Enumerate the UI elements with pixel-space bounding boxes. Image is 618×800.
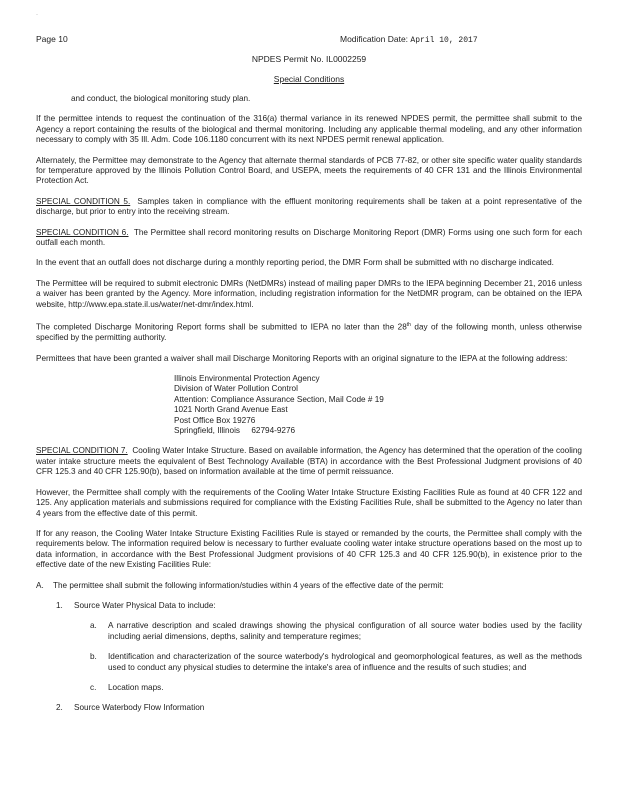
condition-text: The Permittee shall record monitoring results on Discharge Monitoring Report (DMR) Forms using one such form for each outfall each month.	[36, 227, 582, 248]
address-line: Division of Water Pollution Control	[174, 384, 298, 394]
paragraph: If for any reason, the Cooling Water Intake Structure Existing Facilities Rule is stayed or remanded by the courts, the Permittee shall comply with the requirements below. The information required below is necessary to further evaluate cooling water intake structure operations based on the most up to data information, in accordance with the Best Professional Judgment provisions of 40 CFR 125.3 and 40 CFR 125.90(b), in existence prior to the effective date of the new Existing Facilities Rule:	[36, 528, 582, 570]
list-text: Location maps.	[108, 682, 164, 692]
list-item	[36, 683, 582, 693]
paragraph: and conduct, the biological monitoring study plan.	[71, 94, 251, 103]
list-text: The permittee shall submit the following information/studies within 4 years of the effective date of the permit:	[53, 580, 444, 590]
list-text: Identification and characterization of the source waterbody's hydrological and geomorphological features, as well as the methods used to conduct any physical studies to determine the intake's area of influence and the results of such studies; and	[108, 652, 582, 672]
paragraph: Alternately, the Permittee may demonstrate to the Agency that alternate thermal standards of PCB 77-82, or other site specific water quality standards for temperature approved by the Illinois Pollution Control Board, and USEPA, meets the requirements of 40 CFR 131 and the Illinois Environmental Protection Act.	[36, 155, 582, 186]
text-run: The completed Discharge Monitoring Report forms shall be submitted to IEPA no later than the 28	[36, 322, 407, 332]
list-marker: b.	[90, 652, 97, 662]
list-text: Source Water Physical Data to include:	[74, 600, 216, 610]
paragraph	[36, 320, 582, 344]
list-item	[36, 601, 582, 611]
list-item	[36, 703, 582, 713]
paragraph: However, the Permittee shall comply with the requirements of the Cooling Water Intake Structure Existing Facilities Rule as found at 40 CFR 122 and 125. Any application materials and submissions required for compliance with the Existing Facilities Rule, shall be submitted to the Agency no later than 4 years from the effective date of this permit.	[36, 487, 582, 518]
condition-label: SPECIAL CONDITION 7.	[36, 446, 128, 456]
condition-text: Cooling Water Intake Structure. Based on available information, the Agency has determined that the operation of the cooling water intake structure meets the equivalent of Best Technology Available (BTA) in accordance with the Best Professional Judgment provisions of 40 CFR 125.3 and 40 CFR 125.90(b), based on information available at the time of permit reissuance.	[36, 446, 582, 477]
list-marker: A.	[36, 580, 44, 590]
paragraph: Permittees that have been granted a waiver shall mail Discharge Monitoring Reports with an original signature to the IEPA at the following address:	[36, 353, 568, 363]
list-marker: 2.	[56, 703, 63, 713]
condition-label: SPECIAL CONDITION 6.	[36, 227, 129, 237]
list-item	[36, 621, 582, 642]
address-line: 1021 North Grand Avenue East	[174, 405, 288, 415]
paragraph: In the event that an outfall does not discharge during a monthly reporting period, the DMR Form shall be submitted with no discharge indicated.	[36, 258, 554, 268]
special-condition-6	[36, 228, 582, 249]
permit-number: NPDES Permit No. IL0002259	[251, 54, 367, 64]
list-item	[36, 581, 582, 591]
address-line: Springfield, Illinois 62794-9276	[174, 426, 296, 436]
mailing-address	[36, 374, 582, 436]
ordinal-suffix: th	[406, 322, 411, 329]
list-item	[36, 652, 582, 673]
list-marker: c.	[90, 682, 97, 692]
special-condition-5	[36, 197, 582, 218]
paragraph: The Permittee will be required to submit electronic DMRs (NetDMRs) instead of mailing paper DMRs to the IEPA beginning December 21, 2016 unless a waiver has been granted by the Agency. More information, including registration information for the NetDMR program, can be obtained on the IEPA website, http://www.epa.state.il.us/water/net-dmr/index.html.	[36, 278, 582, 309]
section-title: Special Conditions	[273, 74, 345, 84]
modification-date	[340, 34, 478, 45]
list-text: A narrative description and scaled drawings showing the physical configuration of all source water bodies used by the facility including aerial dimensions, depths, salinity and temperature regimes;	[108, 621, 582, 641]
paragraph: If the permittee intends to request the continuation of the 316(a) thermal variance in its renewed NPDES permit, the permittee shall submit to the Agency a report containing the results of the biological and thermal monitoring. Including any applicable thermal modeling, and any other information necessary to comply with 35 Ill. Adm. Code 106.1180 concurrent with its next NPDES permit renewal application.	[36, 114, 582, 145]
address-line: Post Office Box 19276	[174, 415, 256, 425]
list-text: Source Waterbody Flow Information	[74, 703, 205, 713]
address-line: Attention: Compliance Assurance Section, Mail Code # 19	[174, 394, 384, 404]
special-condition-7	[36, 446, 582, 477]
address-line: Illinois Environmental Protection Agency	[174, 374, 320, 384]
modification-date-value: April 10, 2017	[410, 36, 478, 45]
list-marker: 1.	[56, 600, 63, 610]
page-number: Page 10	[36, 34, 68, 44]
list-marker: a.	[90, 621, 97, 631]
modification-label: Modification Date:	[340, 34, 409, 44]
condition-label: SPECIAL CONDITION 5.	[36, 196, 131, 206]
text-run: day of the following month, unless otherwise specified by the permitting authority.	[36, 322, 582, 343]
requirements-list	[36, 581, 582, 714]
condition-text: Samples taken in compliance with the effluent monitoring requirements shall be taken at a point representative of the discharge, but prior to entry into the receiving stream.	[36, 196, 582, 217]
page-speck: ·	[36, 12, 38, 18]
document-body	[36, 94, 582, 724]
